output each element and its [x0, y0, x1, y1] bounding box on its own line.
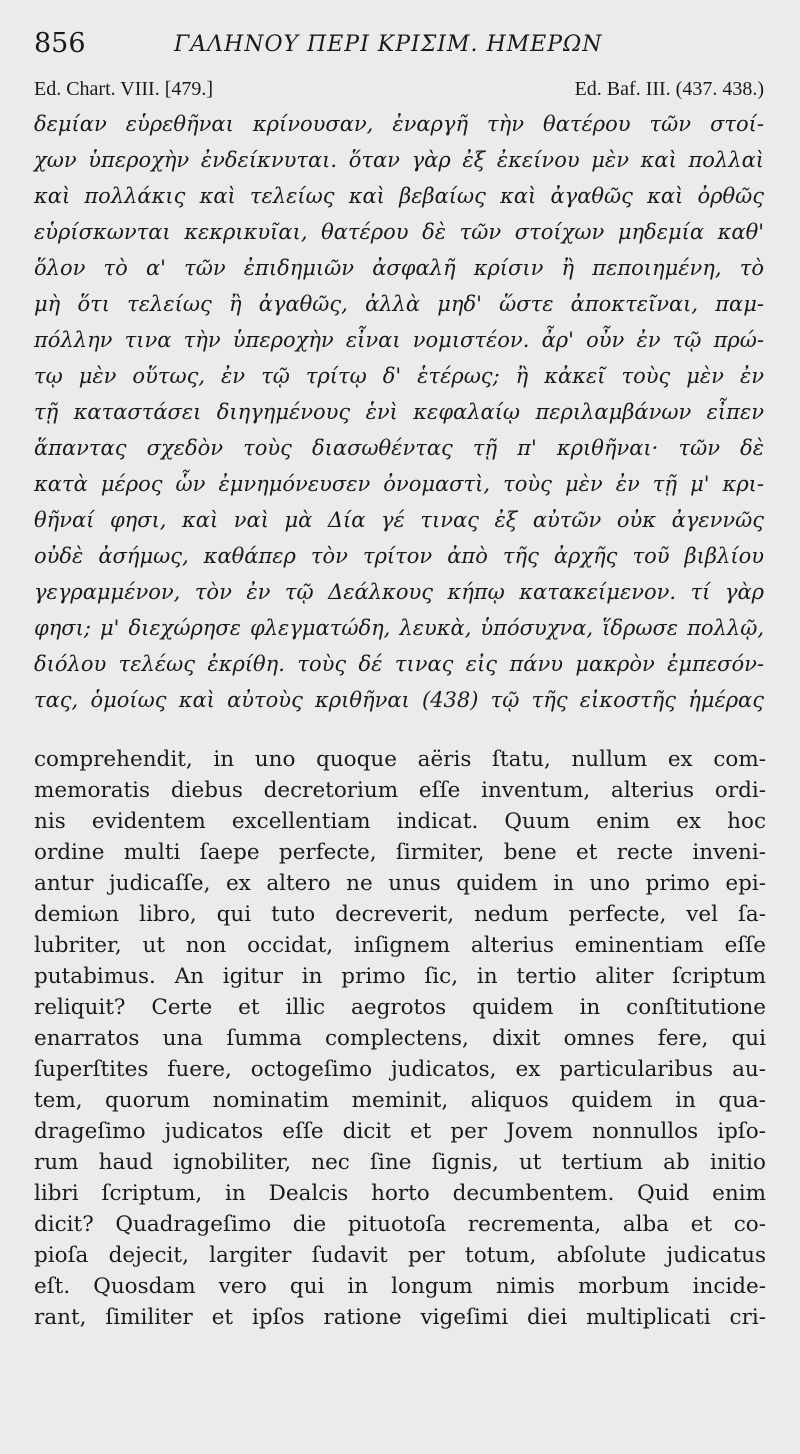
greek-text-line: οὐδὲ ἀσήμως, καθάπερ τὸν τρίτον ἀπὸ τῆς ἀρχῆς τοῦ βιβλίου	[34, 544, 764, 568]
latin-text-line: tem, quorum nominatim meminit, aliquos quidem in qua-	[34, 1088, 766, 1113]
running-title: ΓΑΛΗΝΟΥ ΠΕΡΙ ΚΡΙΣΙΜ. ΗΜΕΡΩΝ	[174, 32, 603, 57]
latin-text-line: nis evidentem excellentiam indicat. Quum enim ex hoc	[34, 809, 766, 834]
greek-text-line: δεμίαν εὑρεθῆναι κρίνουσαν, ἐναργῆ τὴν θατέρου τῶν στοί-	[34, 112, 764, 136]
latin-text-line: eſt. Quosdam vero qui in longum nimis morbum incide-	[34, 1274, 766, 1299]
greek-text-line: καὶ πολλάκις καὶ τελείως καὶ βεβαίως καὶ ἀγαθῶς καὶ ὀρθῶς	[34, 184, 764, 208]
greek-text-line: εὑρίσκωνται κεκρικυῖαι, θατέρου δὲ τῶν στοίχων μηδεμία καθ'	[34, 220, 764, 244]
latin-text-line: ordine multi ſaepe perfecte, ſirmiter, bene et recte inveni-	[34, 840, 766, 865]
greek-text-line: χων ὑπεροχὴν ἐνδείκνυται. ὅταν γὰρ ἐξ ἐκείνου μὲν καὶ πολλαὶ	[34, 148, 764, 172]
latin-text-line: drageſimo judicatos eſſe dicit et per Jovem nonnullos ipſo-	[34, 1119, 766, 1144]
edition-references	[34, 78, 764, 106]
greek-text-line: κατὰ μέρος ὧν ἐμνημόνευσεν ὀνομαστὶ, τοὺς μὲν ἐν τῇ μ' κρι-	[34, 472, 764, 496]
latin-text-line: lubriter, ut non occidat, inſignem alterius eminentiam eſſe	[34, 933, 766, 958]
running-head	[34, 28, 774, 68]
latin-text-line: pioſa dejecit, largiter ſudavit per totum, abſolute judicatus	[34, 1243, 766, 1268]
latin-text-line: antur judicaſſe, ex altero ne unus quidem in uno primo epi-	[34, 871, 766, 896]
edition-basel: Ed. Baf. III. (437. 438.)	[574, 78, 764, 100]
edition-chartier: Ed. Chart. VIII. [479.]	[34, 78, 214, 100]
greek-text-line: γεγραμμένον, τὸν ἐν τῷ Δεάλκους κήπῳ κατακείμενον. τί γὰρ	[34, 580, 764, 604]
greek-text-line: φησι; μ' διεχώρησε φλεγματώδη, λευκὰ, ὑπόσυχνα, ἵδρωσε πολλῷ,	[34, 616, 764, 640]
latin-text-line: dicit? Quadrageſimo die pituotoſa recrementa, alba et co-	[34, 1212, 766, 1237]
page-number: 856	[34, 28, 86, 59]
greek-text-line: διόλου τελέως ἐκρίθη. τοὺς δέ τινας εἰς πάνυ μακρὸν ἐμπεσόν-	[34, 652, 764, 676]
latin-text-line: demiωn libro, qui tuto decreverit, nedum perfecte, vel ſa-	[34, 902, 766, 927]
latin-text-line: libri ſcriptum, in Dealcis horto decumbentem. Quid enim	[34, 1181, 766, 1206]
latin-text-line: memoratis diebus decretorium eſſe inventum, alterius ordi-	[34, 778, 766, 803]
latin-text-line: putabimus. An igitur in primo ſic, in tertio aliter ſcriptum	[34, 964, 766, 989]
greek-text-line: τας, ὁμοίως καὶ αὐτοὺς κριθῆναι (438) τῷ τῆς εἰκοστῆς ἡμέρας	[34, 688, 764, 712]
greek-text-line: θῆναί φησι, καὶ ναὶ μὰ Δία γέ τινας ἐξ αὐτῶν οὐκ ἀγεννῶς	[34, 508, 764, 532]
latin-text-block	[34, 744, 766, 1333]
greek-text-line: πόλλην τινα τὴν ὑπεροχὴν εἶναι νομιστέον. ἆρ' οὖν ἐν τῷ πρώ-	[34, 328, 764, 352]
latin-text-line: rum haud ignobiliter, nec ſine ſignis, ut tertium ab initio	[34, 1150, 766, 1175]
greek-text-line: ἅπαντας σχεδὸν τοὺς διασωθέντας τῇ π' κριθῆναι· τῶν δὲ	[34, 436, 764, 460]
greek-text-line: τῳ μὲν οὕτως, ἐν τῷ τρίτῳ δ' ἑτέρως; ἢ κἀκεῖ τοὺς μὲν ἐν	[34, 364, 764, 388]
greek-text-block	[34, 106, 764, 718]
latin-text-line: reliquit? Certe et illic aegrotos quidem in conſtitutione	[34, 995, 766, 1020]
latin-text-line: rant, ſimiliter et ipſos ratione vigeſimi diei multiplicati cri-	[34, 1305, 766, 1330]
latin-text-line: ſuperſtites fuere, octogeſimo judicatos, ex particularibus au-	[34, 1057, 766, 1082]
greek-text-line: μὴ ὅτι τελείως ἢ ἀγαθῶς, ἀλλὰ μηδ' ὥστε ἀποκτεῖναι, παμ-	[34, 292, 764, 316]
latin-text-line: comprehendit, in uno quoque aëris ſtatu, nullum ex com-	[34, 747, 766, 772]
latin-text-line: enarratos una ſumma complectens, dixit omnes fere, qui	[34, 1026, 766, 1051]
greek-text-line: τῇ καταστάσει διηγημένους ἑνὶ κεφαλαίῳ περιλαμβάνων εἶπεν	[34, 400, 764, 424]
greek-text-line: ὅλον τὸ α' τῶν ἐπιδημιῶν ἀσφαλῆ κρίσιν ἢ πεποιημένη, τὸ	[34, 256, 764, 280]
